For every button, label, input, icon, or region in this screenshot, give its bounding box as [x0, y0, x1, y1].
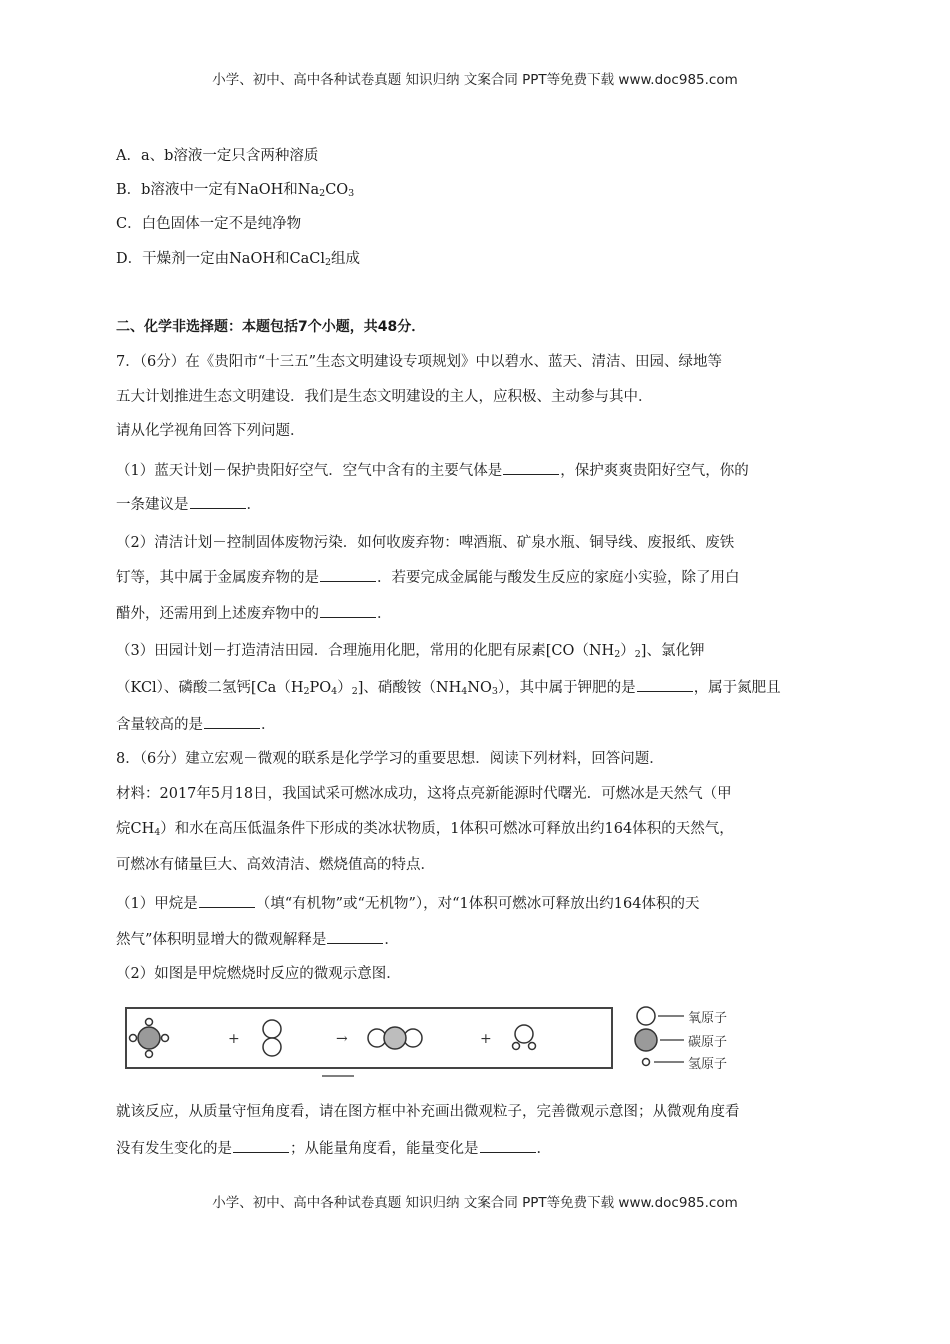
q7-part2-line3: 醋外，还需用到上述废弃物中的 ． [116, 603, 392, 624]
page-header: 小学、初中、高中各种试卷真题 知识归纳 文案合同 PPT等免费下载 www.doc985.com [212, 72, 738, 88]
section-heading: 二、化学非选择题：本题包括7个小题，共48分． [116, 319, 426, 335]
q7-part1-line2: 一条建议是 ． [116, 494, 261, 515]
q8-material-3: 可燃冰有储量巨大、高效清洁、燃烧值高的特点． [116, 857, 435, 873]
q8-part2: （2）如图是甲烷燃烧时反应的微观示意图． [116, 966, 401, 982]
answer-blank[interactable] [320, 603, 376, 618]
q8-material-1: 材料：2017年5月18日，我国试采可燃冰成功，这将点亮新能源时代曙光．可燃冰是天然气（甲 [116, 786, 732, 802]
carbon-dioxide-molecule [368, 1027, 422, 1049]
q8-followup-1: 就该反应，从质量守恒角度看，请在图方框中补充画出微观粒子，完善微观示意图；从微观角度看 [116, 1104, 740, 1120]
oxygen-atom-icon [637, 1007, 655, 1025]
option-d: D．干燥剂一定由NaOH和CaCl$_2$组成 [116, 251, 361, 268]
answer-blank[interactable] [480, 1138, 536, 1153]
q8-part1-line1: （1）甲烷是 （填“有机物”或“无机物”），对“1体积可燃冰可释放出约164体积的天 [116, 893, 699, 914]
legend-hydrogen-label: 氢原子 [688, 1057, 728, 1072]
reaction-diagram [122, 996, 782, 1080]
q8-followup-2: 没有发生变化的是 ；从能量角度看，能量变化是 ． [116, 1138, 551, 1159]
answer-blank[interactable] [204, 714, 260, 729]
page-footer: 小学、初中、高中各种试卷真题 知识归纳 文案合同 PPT等免费下载 www.doc985.com [212, 1195, 738, 1211]
plus-sign-2: + [480, 1031, 492, 1047]
q7-part3-line1: （3）田园计划－打造清洁田园．合理施用化肥，常用的化肥有尿素$[CO(NH_2)_2]$、氯化钾 [116, 643, 705, 660]
q7-part2-line1: （2）清洁计划－控制固体废物污染．如何收废弃物：啤酒瓶、矿泉水瓶、铜导线、废报纸、废铁 [116, 535, 735, 551]
legend-carbon-label: 碳原子 [688, 1035, 728, 1050]
reaction-arrow: → [336, 1031, 348, 1047]
q7-line-1: 7．（6分）在《贵阳市“十三五”生态文明建设专项规划》中以碧水、蓝天、清洁、田园、绿地等 [116, 354, 723, 370]
q7-part2-line2: 钉等，其中属于金属废弃物的是 ．若要完成金属能与酸发生反应的家庭小实验，除了用白 [116, 567, 740, 588]
answer-blank[interactable] [637, 677, 693, 692]
q7-part1-line1: （1）蓝天计划－保护贵阳好空气．空气中含有的主要气体是 ，保护爽爽贵阳好空气，你的 [116, 460, 749, 481]
plus-sign-1: + [228, 1031, 240, 1047]
q8-line-1: 8．（6分）建立宏观－微观的联系是化学学习的重要思想．阅读下列材料，回答问题． [116, 751, 664, 767]
option-c: C．白色固体一定不是纯净物 [116, 216, 302, 232]
q8-material-2: 烷$CH_4$）和水在高压低温条件下形成的类冰状物质，1体积可燃冰可释放出约164体积的天然气， [116, 821, 734, 838]
q7-line-2: 五大计划推进生态文明建设．我们是生态文明建设的主人，应积极、主动参与其中． [116, 389, 653, 405]
q7-part3-line3: 含量较高的是 ． [116, 714, 276, 735]
answer-blank[interactable] [503, 460, 559, 475]
answer-blank[interactable] [327, 929, 383, 944]
answer-blank[interactable] [199, 893, 255, 908]
q7-line-3: 请从化学视角回答下列问题． [116, 423, 305, 439]
option-b: B．b溶液中一定有NaOH和$Na_2CO_3$ [116, 182, 355, 199]
answer-blank[interactable] [320, 567, 376, 582]
answer-blank[interactable] [190, 494, 246, 509]
q7-part3-line2: （KCl）、磷酸二氢钙$[Ca(H_2PO_4)_2]$、硝酸铵$(NH_4NO_3)$，其中属于钾肥的是 ，属于氮肥且 [116, 677, 781, 698]
hydrogen-atom-icon [643, 1059, 650, 1066]
diagram-legend [635, 1007, 684, 1066]
legend-oxygen-label: 氧原子 [688, 1011, 728, 1026]
q8-part1-line2: 然气”体积明显增大的微观解释是 ． [116, 929, 399, 950]
answer-blank[interactable] [233, 1138, 289, 1153]
option-a: A．a、b溶液一定只含两种溶质 [116, 148, 319, 164]
carbon-atom-icon [635, 1029, 657, 1051]
